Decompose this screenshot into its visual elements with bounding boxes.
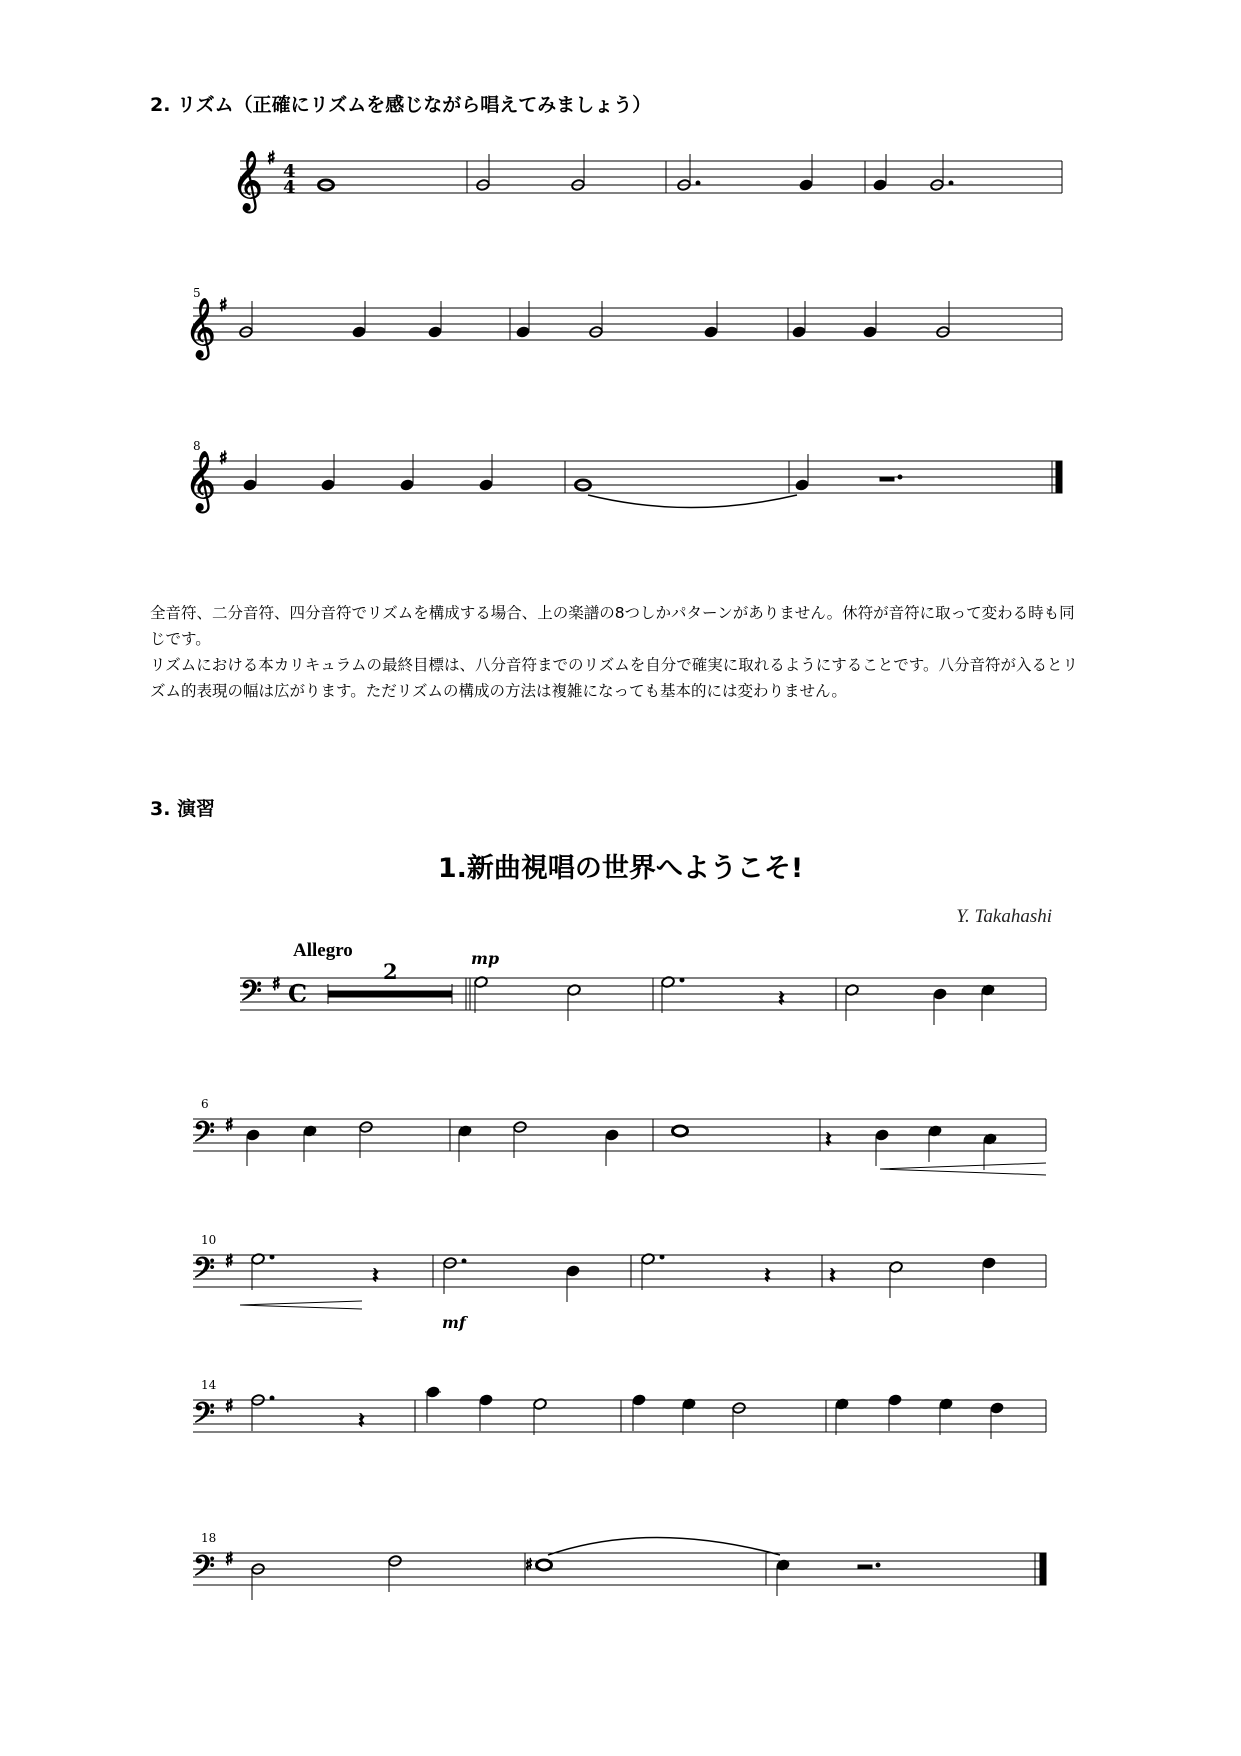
- half-rest-icon: [858, 1565, 872, 1569]
- quarter-note: [990, 1402, 1004, 1439]
- quarter-rest-icon: 𝄽: [358, 1409, 365, 1434]
- measure-number: 14: [201, 1378, 217, 1392]
- bass-system-1: [240, 949, 1046, 1025]
- measure-number: 8: [193, 439, 201, 453]
- composer: Y. Takahashi: [956, 906, 1052, 927]
- bass-clef-icon: 𝄢: [193, 1550, 215, 1590]
- quarter-note: [605, 1129, 619, 1166]
- final-barline: [1056, 461, 1062, 493]
- sharp-icon: ♯: [219, 448, 228, 469]
- section-3-heading: 3. 演習: [150, 798, 216, 820]
- quarter-note: [982, 1257, 996, 1294]
- rest-dot: [876, 1563, 880, 1567]
- section-2-heading: 2. リズム（正確にリズムを感じながら唱えてみましょう）: [150, 94, 652, 116]
- whole-note: [537, 1560, 552, 1570]
- sharp-icon: ♯: [272, 974, 281, 995]
- quarter-note: [888, 1394, 902, 1431]
- quarter-note: [352, 301, 366, 338]
- quarter-note: [425, 1386, 441, 1423]
- treble-clef-icon: 𝄞: [185, 298, 216, 358]
- crescendo-hairpin: [880, 1163, 1046, 1175]
- half-note: [359, 1121, 373, 1158]
- paragraph: リズムにおける本カリキュラムの最終目標は、八分音符までのリズムを自分で確実に取れるようにすることです。八分音符が入るとリズム的表現の幅は広がります。ただリズムの構成の方法は複雑になっても基本的には変わりません。: [150, 656, 1078, 700]
- quarter-note: [863, 301, 877, 338]
- measure-number: 5: [193, 286, 201, 300]
- decrescendo-hairpin: [240, 1301, 362, 1309]
- dotted-half-note: [677, 154, 700, 191]
- sharp-icon: ♯: [219, 295, 228, 316]
- quarter-note: [243, 454, 257, 491]
- sharp-icon: ♯: [225, 1251, 234, 1272]
- time-sig-bottom: 4: [283, 177, 296, 198]
- quarter-note: [795, 454, 809, 491]
- common-time-icon: C: [288, 979, 308, 1008]
- quarter-note: [873, 154, 887, 191]
- rhythm-system-1: [232, 148, 1062, 213]
- quarter-note: [704, 301, 718, 338]
- sharp-icon: ♯: [225, 1115, 234, 1136]
- rhythm-system-3: [185, 439, 1062, 513]
- dotted-half-note: [251, 1394, 274, 1431]
- sharp-accidental-icon: ♯: [525, 1555, 533, 1574]
- quarter-note: [479, 454, 493, 491]
- quarter-note: [516, 301, 530, 338]
- half-note: [388, 1555, 402, 1592]
- quarter-note: [400, 454, 414, 491]
- final-barline: [1040, 1553, 1046, 1585]
- rhythm-explanation: [150, 600, 1090, 704]
- multirest-bar: [328, 991, 452, 997]
- measure-number: 18: [201, 1531, 217, 1545]
- quarter-rest-icon: 𝄽: [778, 987, 785, 1012]
- half-note: [732, 1402, 746, 1439]
- bass-clef-icon: 𝄢: [193, 1397, 215, 1437]
- rest-dot: [898, 475, 902, 479]
- quarter-rest-icon: 𝄽: [372, 1264, 379, 1289]
- sharp-icon: ♯: [225, 1396, 234, 1417]
- piece-title: 1.新曲視唱の世界へようこそ!: [437, 853, 804, 884]
- quarter-note: [799, 154, 813, 191]
- treble-clef-icon: 𝄞: [232, 151, 263, 211]
- quarter-note: [321, 454, 335, 491]
- quarter-note: [246, 1129, 260, 1166]
- bass-system-2: [193, 1097, 1046, 1175]
- sharp-icon: ♯: [267, 148, 276, 169]
- measure-number: 6: [201, 1097, 209, 1111]
- tempo-marking: Allegro: [293, 940, 353, 961]
- dotted-half-note: [930, 154, 953, 191]
- dynamic-mp: mp: [471, 949, 500, 968]
- multirest-count: 2: [383, 959, 398, 984]
- treble-clef-icon: 𝄞: [185, 451, 216, 511]
- quarter-rest-icon: 𝄽: [829, 1264, 836, 1289]
- half-note: [571, 154, 585, 191]
- half-note: [476, 154, 490, 191]
- quarter-note: [479, 1394, 493, 1431]
- dotted-half-note: [443, 1257, 466, 1294]
- bass-clef-icon: 𝄢: [240, 975, 262, 1015]
- bass-clef-icon: 𝄢: [193, 1252, 215, 1292]
- quarter-note: [875, 1129, 889, 1166]
- measure-number: 10: [201, 1233, 217, 1247]
- quarter-note: [632, 1394, 646, 1431]
- dynamic-mf: mf: [442, 1313, 466, 1332]
- paragraph: 全音符、二分音符、四分音符でリズムを構成する場合、上の楽譜の8つしかパターンがありません。休符が音符に取って変わる時も同じです。: [150, 604, 1075, 648]
- quarter-note: [428, 301, 442, 338]
- whole-note: [673, 1126, 688, 1136]
- time-sig-top: 4: [283, 161, 296, 182]
- tie: [548, 1538, 780, 1556]
- sharp-icon: ♯: [225, 1549, 234, 1570]
- half-note: [589, 301, 603, 338]
- bass-system-4: [193, 1378, 1046, 1439]
- quarter-note: [933, 988, 947, 1025]
- half-note: [239, 301, 253, 338]
- quarter-rest-icon: 𝄽: [825, 1128, 832, 1153]
- bass-system-5: [193, 1531, 1046, 1600]
- quarter-rest-icon: 𝄽: [764, 1264, 771, 1289]
- bass-clef-icon: 𝄢: [193, 1116, 215, 1156]
- half-note: [936, 301, 950, 338]
- tie: [588, 495, 797, 508]
- half-note: [513, 1121, 527, 1158]
- half-rest-icon: [880, 477, 894, 481]
- quarter-note: [566, 1265, 580, 1302]
- rhythm-system-2: [185, 286, 1062, 360]
- half-note: [251, 1563, 265, 1600]
- bass-system-3: [193, 1233, 1046, 1332]
- quarter-note: [792, 301, 806, 338]
